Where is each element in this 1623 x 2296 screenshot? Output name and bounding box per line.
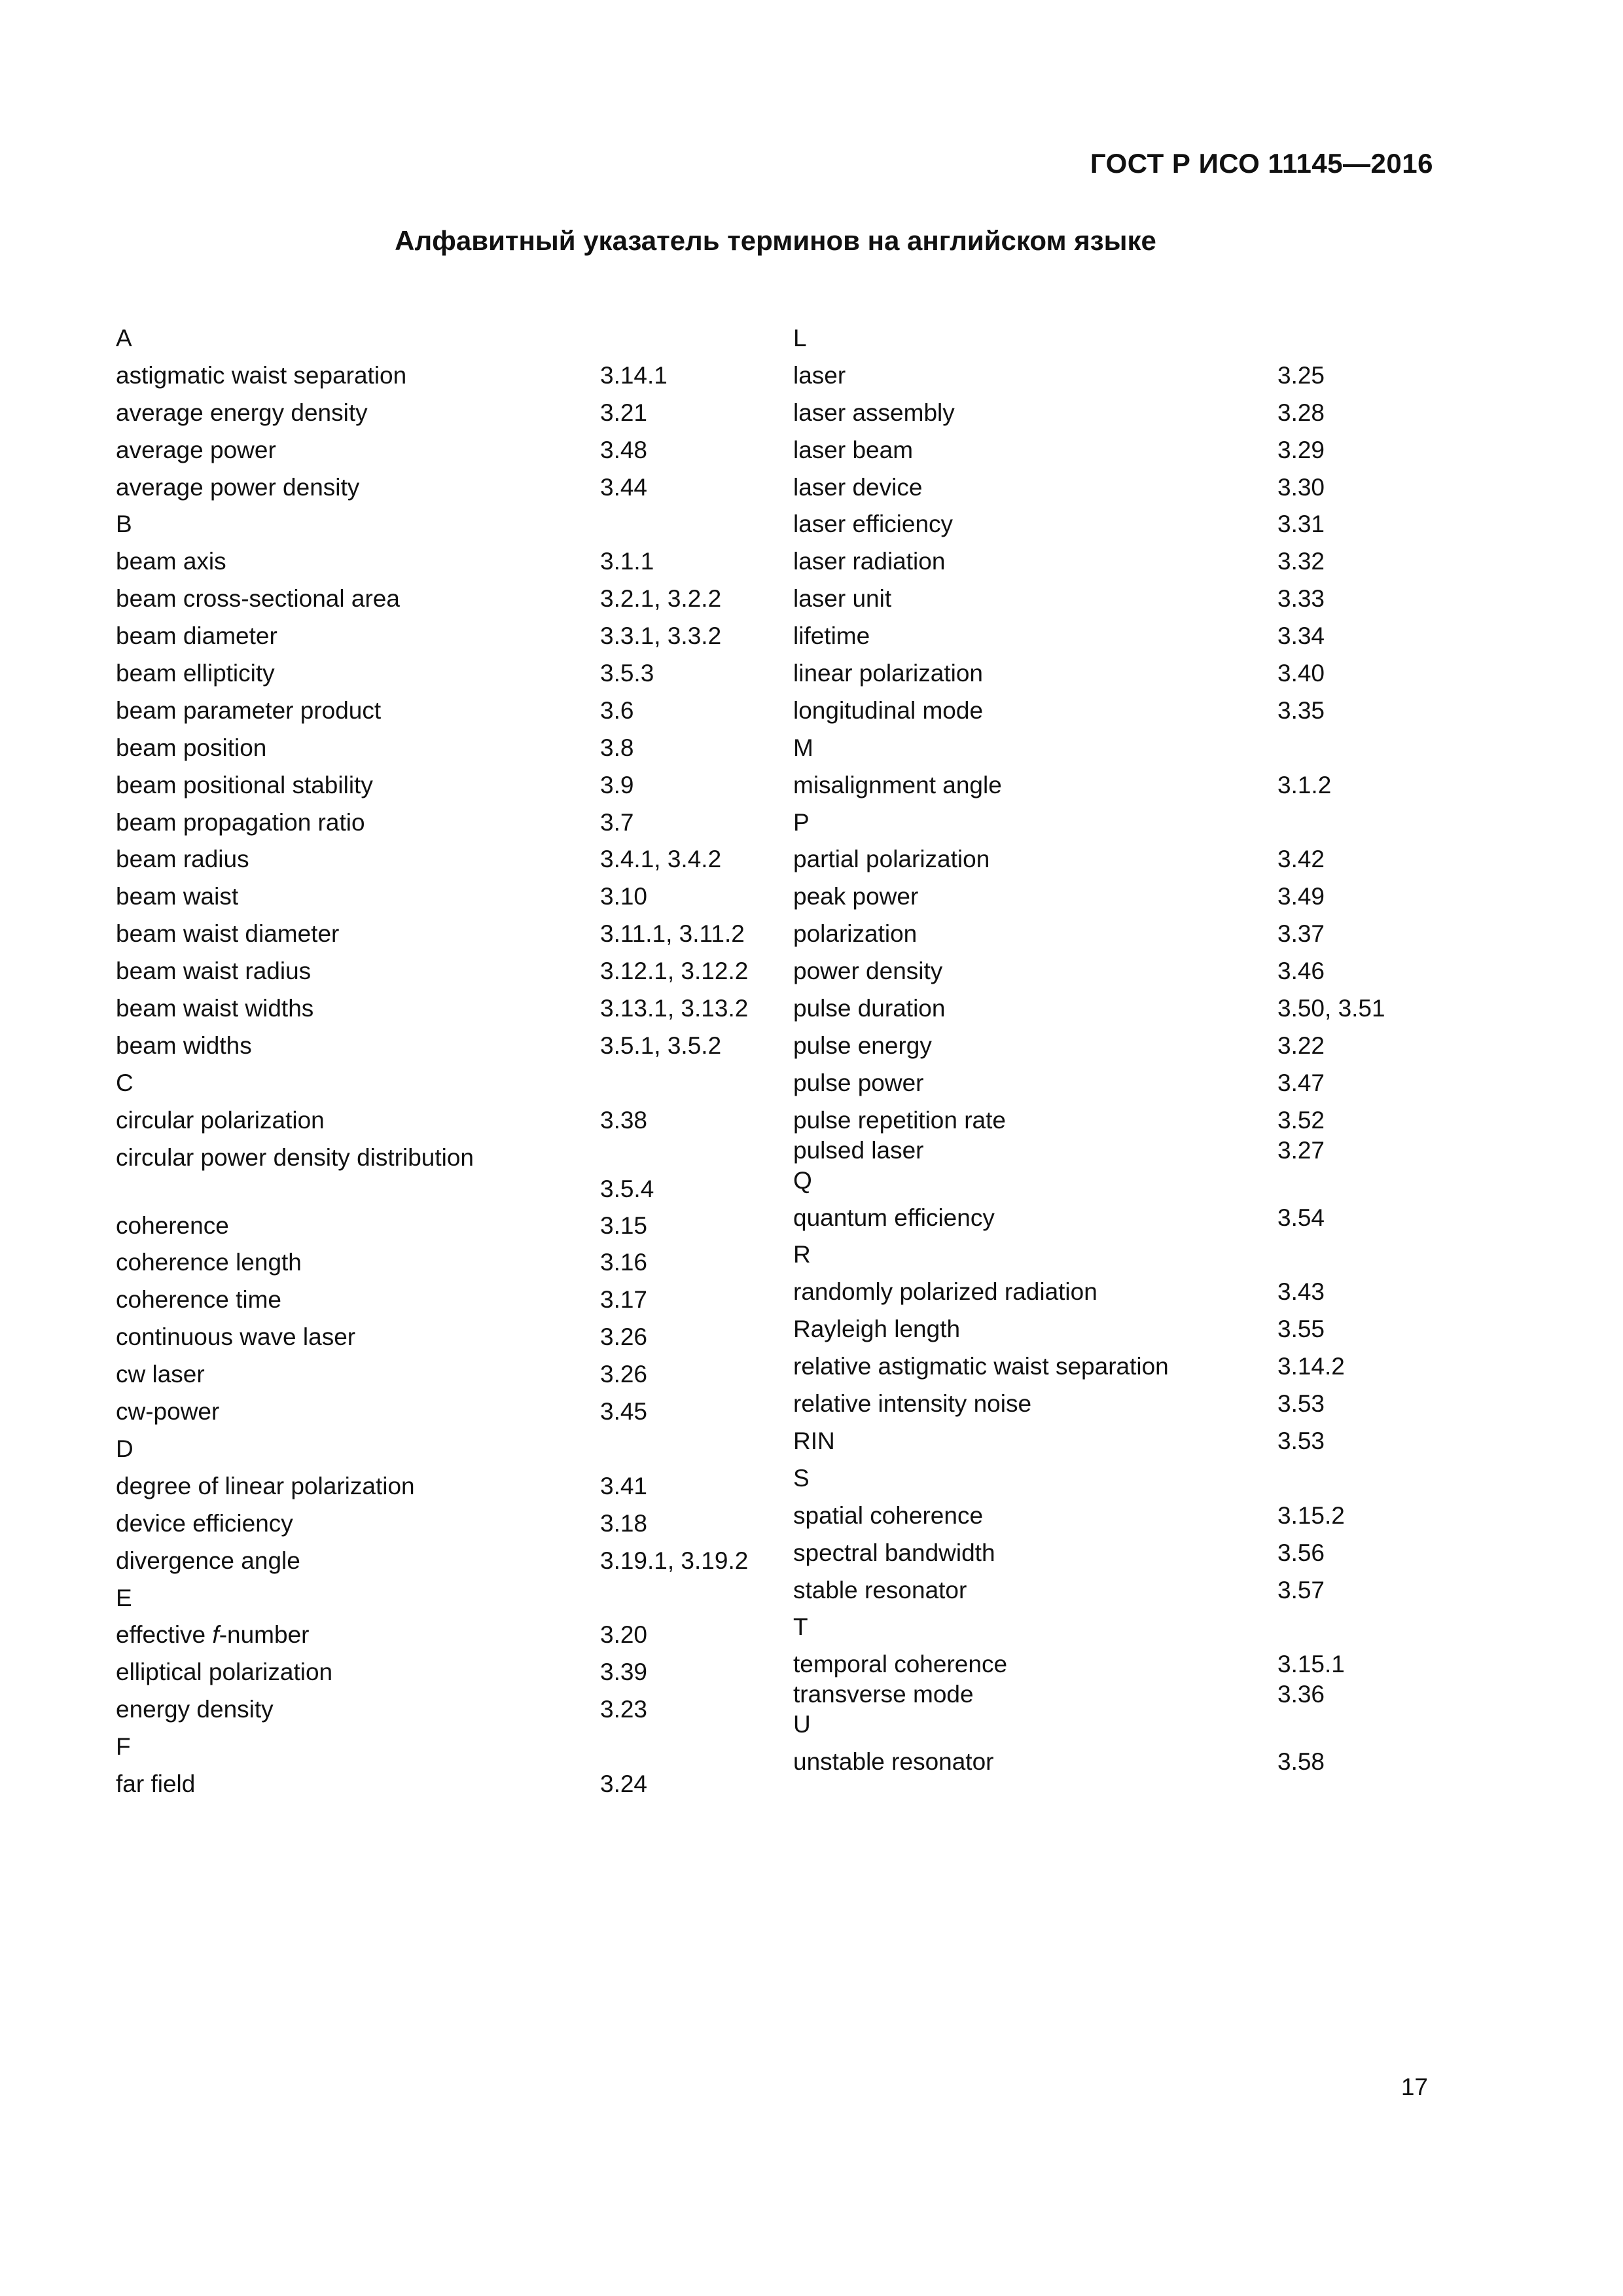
index-term: power density: [793, 958, 943, 985]
index-entry: [793, 544, 1448, 581]
index-reference: 3.48: [600, 436, 648, 463]
index-term: stable resonator: [793, 1576, 967, 1604]
index-reference: 3.43: [1277, 1278, 1325, 1306]
index-letter: M: [793, 734, 813, 761]
index-entry: [116, 730, 777, 768]
index-term: cw-power: [116, 1398, 220, 1426]
index-term: RIN: [793, 1427, 835, 1454]
index-entry: [116, 619, 777, 656]
page-title: Алфавитный указатель терминов на английском языке: [395, 225, 1156, 256]
index-term: randomly polarized radiation: [793, 1278, 1097, 1306]
index-entry: [116, 1103, 777, 1140]
index-term: Rayleigh length: [793, 1316, 961, 1343]
index-entry: [116, 1319, 777, 1357]
index-entry: [116, 1469, 777, 1506]
index-entry: [793, 916, 1448, 954]
index-reference: 3.57: [1277, 1576, 1325, 1604]
index-reference: 3.1.2: [1277, 771, 1332, 798]
index-entry: [793, 358, 1448, 395]
index-letter: F: [116, 1733, 131, 1761]
index-reference: 3.49: [1277, 883, 1325, 910]
index-entry: [793, 1133, 1448, 1163]
index-reference: 3.8: [600, 734, 634, 761]
index-term: coherence: [116, 1211, 229, 1239]
index-term: pulsed laser: [793, 1136, 924, 1164]
index-letter: U: [793, 1711, 811, 1738]
index-reference: 3.29: [1277, 436, 1325, 463]
index-reference: 3.37: [1277, 920, 1325, 948]
index-letter: Q: [793, 1166, 812, 1194]
index-term: laser radiation: [793, 548, 946, 575]
index-term: beam widths: [116, 1031, 252, 1059]
index-reference: 3.39: [600, 1659, 648, 1686]
index-entry: [116, 1506, 777, 1543]
index-term: spectral bandwidth: [793, 1539, 995, 1566]
index-entry: [793, 842, 1448, 879]
letter-heading: [793, 1163, 1448, 1200]
index-reference: 3.17: [600, 1286, 648, 1314]
index-reference: 3.15.2: [1277, 1501, 1345, 1529]
index-term: average power: [116, 436, 276, 463]
index-entry: [793, 1498, 1448, 1535]
index-reference: 3.53: [1277, 1427, 1325, 1454]
index-entry: [116, 470, 777, 507]
index-letter: C: [116, 1069, 134, 1096]
index-term: laser device: [793, 473, 923, 501]
index-term: beam positional stability: [116, 771, 373, 798]
index-letter: B: [116, 511, 132, 538]
index-entry: [116, 879, 777, 916]
index-reference: 3.42: [1277, 846, 1325, 873]
index-entry: [116, 395, 777, 433]
index-entry: [116, 581, 777, 619]
index-entry: [793, 1677, 1448, 1707]
index-term: polarization: [793, 920, 918, 948]
index-reference: 3.21: [600, 399, 648, 426]
index-term: laser unit: [793, 585, 892, 613]
index-term: relative astigmatic waist separation: [793, 1353, 1169, 1380]
index-reference: 3.55: [1277, 1316, 1325, 1343]
index-reference: 3.13.1, 3.13.2: [600, 995, 749, 1022]
index-reference: 3.31: [1277, 511, 1325, 538]
index-entry: [793, 1647, 1448, 1677]
index-term: average power density: [116, 473, 360, 501]
index-reference: 3.41: [600, 1472, 648, 1499]
index-entry: [793, 1349, 1448, 1386]
index-reference: 3.52: [1277, 1106, 1325, 1134]
index-entry: [793, 1424, 1448, 1461]
index-letter: P: [793, 808, 810, 836]
index-reference: 3.12.1, 3.12.2: [600, 958, 749, 985]
index-entry: [793, 507, 1448, 544]
index-entry: [116, 768, 777, 805]
index-term: relative intensity noise: [793, 1390, 1032, 1418]
index-reference: 3.4.1, 3.4.2: [600, 846, 722, 873]
page-number: 17: [1400, 2073, 1428, 2100]
index-entry: [116, 1692, 777, 1729]
index-reference: 3.30: [1277, 473, 1325, 501]
index-term: beam radius: [116, 846, 249, 873]
index-term: lifetime: [793, 622, 870, 650]
index-term: peak power: [793, 883, 919, 910]
index-term: pulse repetition rate: [793, 1106, 1006, 1134]
index-term: laser efficiency: [793, 511, 954, 538]
index-term: misalignment angle: [793, 771, 1002, 798]
index-term: laser assembly: [793, 399, 955, 426]
letter-heading: [793, 1707, 1448, 1744]
index-term: spatial coherence: [793, 1501, 984, 1529]
letter-heading: [116, 1431, 777, 1469]
index-entry: [116, 1208, 777, 1246]
index-entry: [793, 1386, 1448, 1424]
index-term: longitudinal mode: [793, 696, 984, 724]
index-term: circular power density distribution: [116, 1143, 474, 1171]
index-reference: 3.18: [600, 1509, 648, 1537]
index-term: effective f-number: [116, 1621, 310, 1649]
index-entry: [793, 879, 1448, 916]
index-reference: 3.50, 3.51: [1277, 995, 1385, 1022]
index-reference: 3.34: [1277, 622, 1325, 650]
index-term: degree of linear polarization: [116, 1472, 415, 1499]
index-term: coherence length: [116, 1249, 302, 1276]
index-term: partial polarization: [793, 846, 990, 873]
index-entry: [116, 991, 777, 1028]
index-entry: [116, 1767, 777, 1804]
index-entry: [793, 1028, 1448, 1066]
letter-heading: [116, 1729, 777, 1767]
letter-heading: [116, 1581, 777, 1618]
index-term: beam diameter: [116, 622, 277, 650]
index-reference: 3.6: [600, 696, 634, 724]
index-reference: 3.44: [600, 473, 648, 501]
index-term: beam cross-sectional area: [116, 585, 400, 613]
index-reference: 3.3.1, 3.3.2: [600, 622, 722, 650]
index-entry: [793, 470, 1448, 507]
index-letter: S: [793, 1464, 810, 1492]
index-entry: [793, 693, 1448, 730]
index-entry: [116, 1140, 777, 1208]
index-letter: L: [793, 325, 807, 351]
index-term: energy density: [116, 1696, 274, 1723]
index-term: cw laser: [116, 1361, 205, 1388]
index-entry: [116, 805, 777, 842]
index-term: circular polarization: [116, 1106, 325, 1134]
index-term: device efficiency: [116, 1509, 293, 1537]
index-entry: [793, 1573, 1448, 1610]
index-term: beam propagation ratio: [116, 808, 365, 836]
index-term: far field: [116, 1770, 196, 1797]
index-term: laser beam: [793, 436, 914, 463]
index-reference: 3.24: [600, 1770, 648, 1797]
letter-heading: [793, 730, 1448, 768]
index-entry: [116, 1282, 777, 1319]
index-term: quantum efficiency: [793, 1204, 995, 1231]
index-column-right: [793, 321, 1448, 1782]
index-term: pulse power: [793, 1069, 924, 1096]
index-reference: 3.10: [600, 883, 648, 910]
index-reference: 3.46: [1277, 958, 1325, 985]
index-term: beam waist radius: [116, 958, 312, 985]
index-reference: 3.56: [1277, 1539, 1325, 1566]
index-reference: 3.38: [600, 1106, 648, 1134]
index-reference: 3.16: [600, 1249, 648, 1276]
index-entry: [116, 1617, 777, 1655]
index-reference: 3.28: [1277, 399, 1325, 426]
index-reference: 3.53: [1277, 1390, 1325, 1418]
index-term: average energy density: [116, 399, 368, 426]
letter-heading: [793, 1609, 1448, 1647]
index-reference: 3.40: [1277, 660, 1325, 687]
index-entry: [116, 1357, 777, 1394]
index-reference: 3.14.1: [600, 361, 668, 389]
index-reference: 3.22: [1277, 1031, 1325, 1059]
letter-heading: [116, 507, 777, 544]
index-term: transverse mode: [793, 1681, 974, 1708]
index-entry: [793, 768, 1448, 805]
index-entry: [793, 1535, 1448, 1573]
index-reference: 3.14.2: [1277, 1353, 1345, 1380]
index-entry: [116, 544, 777, 581]
index-entry: [793, 395, 1448, 433]
index-entry: [793, 1274, 1448, 1312]
letter-heading: [116, 321, 777, 358]
index-reference: 3.26: [600, 1323, 648, 1351]
index-term: beam parameter product: [116, 696, 382, 724]
index-entry: [116, 656, 777, 693]
index-entry: [793, 619, 1448, 656]
index-term: coherence time: [116, 1286, 281, 1314]
index-reference: 3.26: [600, 1361, 648, 1388]
index-term: astigmatic waist separation: [116, 361, 407, 389]
index-reference: 3.19.1, 3.19.2: [600, 1547, 749, 1574]
index-entry: [793, 1103, 1448, 1133]
index-reference: 3.15.1: [1277, 1651, 1345, 1678]
standard-code: ГОСТ Р ИСО 11145—2016: [1090, 148, 1433, 179]
letter-heading: [116, 1066, 777, 1103]
index-term: pulse energy: [793, 1031, 932, 1059]
index-term: beam position: [116, 734, 267, 761]
index-term: beam ellipticity: [116, 660, 275, 687]
index-entry: [116, 1655, 777, 1692]
index-entry: [793, 1200, 1448, 1238]
letter-heading: [793, 1237, 1448, 1274]
index-reference: 3.33: [1277, 585, 1325, 613]
index-entry: [116, 358, 777, 395]
index-entry: [116, 916, 777, 954]
index-letter: R: [793, 1241, 811, 1268]
index-column-left: [116, 321, 777, 1804]
index-entry: [116, 1543, 777, 1581]
index-reference: 3.54: [1277, 1204, 1325, 1231]
index-letter: D: [116, 1435, 134, 1462]
index-reference: 3.5.3: [600, 660, 654, 687]
index-reference: 3.5.4: [600, 1175, 654, 1202]
index-reference: 3.9: [600, 771, 634, 798]
index-term: linear polarization: [793, 660, 984, 687]
index-entry: [116, 1245, 777, 1282]
index-reference: 3.1.1: [600, 548, 654, 575]
index-reference: 3.45: [600, 1398, 648, 1426]
index-term: laser: [793, 361, 846, 389]
index-term: pulse duration: [793, 995, 946, 1022]
index-reference: 3.32: [1277, 548, 1325, 575]
index-entry: [116, 693, 777, 730]
index-entry: [793, 1312, 1448, 1349]
index-term: elliptical polarization: [116, 1659, 333, 1686]
index-letter: T: [793, 1613, 808, 1641]
index-reference: 3.2.1, 3.2.2: [600, 585, 722, 613]
index-reference: 3.47: [1277, 1069, 1325, 1096]
index-entry: [116, 954, 777, 991]
index-term: beam axis: [116, 548, 226, 575]
index-reference: 3.36: [1277, 1681, 1325, 1708]
index-term: beam waist widths: [116, 995, 314, 1022]
index-entry: [116, 1394, 777, 1431]
index-entry: [793, 1744, 1448, 1782]
index-entry: [116, 1028, 777, 1066]
index-reference: 3.35: [1277, 696, 1325, 724]
index-reference: 3.15: [600, 1211, 648, 1239]
index-reference: 3.23: [600, 1696, 648, 1723]
index-term: beam waist: [116, 883, 239, 910]
index-entry: [793, 433, 1448, 470]
index-entry: [116, 842, 777, 879]
index-entry: [793, 1066, 1448, 1103]
index-entry: [793, 954, 1448, 991]
index-term: unstable resonator: [793, 1748, 994, 1776]
index-term: temporal coherence: [793, 1651, 1008, 1678]
letter-heading: [793, 805, 1448, 842]
index-term: divergence angle: [116, 1547, 300, 1574]
index-term: beam waist diameter: [116, 920, 340, 948]
letter-heading: [793, 321, 1448, 358]
letter-heading: [793, 1461, 1448, 1498]
index-reference: 3.7: [600, 808, 634, 836]
index-entry: [793, 581, 1448, 619]
index-reference: 3.11.1, 3.11.2: [600, 920, 745, 948]
index-reference: 3.27: [1277, 1136, 1325, 1164]
index-entry: [793, 991, 1448, 1028]
index-entry: [116, 433, 777, 470]
index-letter: E: [116, 1584, 132, 1611]
index-letter: A: [116, 325, 132, 351]
index-reference: 3.5.1, 3.5.2: [600, 1031, 722, 1059]
index-entry: [793, 656, 1448, 693]
index-reference: 3.20: [600, 1621, 648, 1649]
index-reference: 3.58: [1277, 1748, 1325, 1776]
index-term: continuous wave laser: [116, 1323, 356, 1351]
index-reference: 3.25: [1277, 361, 1325, 389]
